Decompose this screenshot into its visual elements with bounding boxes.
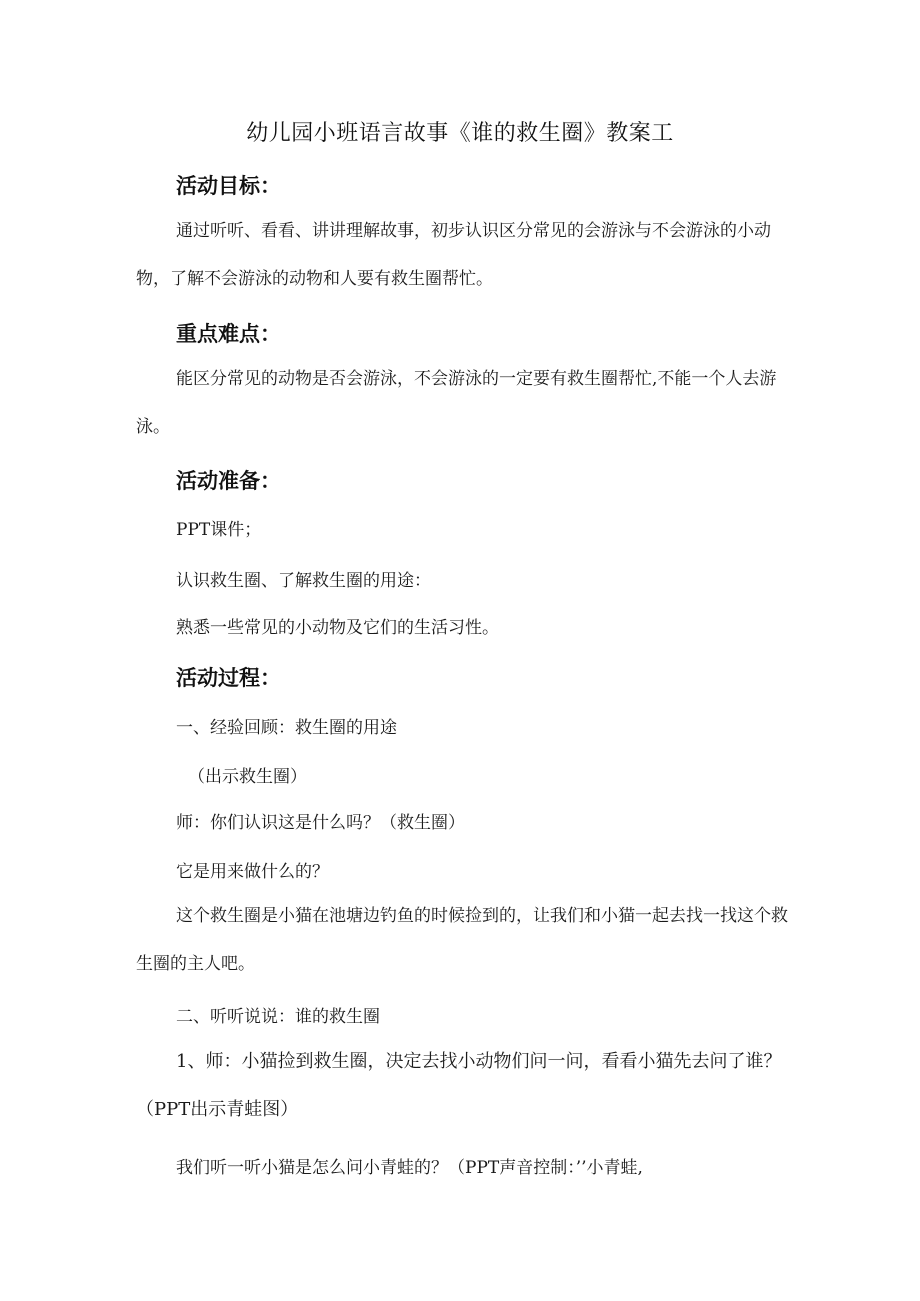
process-heading: 活动过程： <box>176 666 281 690</box>
goals-heading: 活动目标： <box>176 174 281 198</box>
key-points-heading: 重点难点： <box>176 322 281 346</box>
process-step2-paragraph: 1、师：小猫捡到救生圈，决定去找小动物们问一问，看看小猫先去问了谁？（PPT出示青蛙图） <box>136 1051 782 1120</box>
process-step2-title: 二、听听说说：谁的救生圈 <box>176 1007 380 1027</box>
preparation-item: 认识救生圈、了解救生圈的用途： <box>176 571 431 591</box>
key-points-text: 能区分常见的动物是否会游泳，不会游泳的一定要有救生圈帮忙,不能一个人去游泳。 <box>136 369 777 437</box>
process-step1-note: （出示救生圈） <box>188 767 307 787</box>
process-step1-title: 一、经验回顾：救生圈的用途 <box>176 718 397 738</box>
process-step2-paragraph: 我们听一听小猫是怎么问小青蛙的？（PPT声音控制：’’小青蛙, <box>176 1158 643 1178</box>
preparation-heading: 活动准备： <box>176 469 281 493</box>
preparation-item: PPT课件； <box>176 520 262 540</box>
process-step1-question: 师：你们认识这是什么吗？（救生圈） <box>176 813 465 833</box>
preparation-item: 熟悉一些常见的小动物及它们的生活习性。 <box>176 618 499 638</box>
process-step1-question: 它是用来做什么的？ <box>176 862 329 882</box>
goals-text: 通过听听、看看、讲讲理解故事，初步认识区分常见的会游泳与不会游泳的小动物，了解不会游泳的动物和人要有救生圈帮忙。 <box>136 221 771 289</box>
process-step1-paragraph: 这个救生圈是小猫在池塘边钓鱼的时候捡到的，让我们和小猫一起去找一找这个救生圈的主人吧。 <box>136 906 788 974</box>
page-title: 幼儿园小班语言故事《谁的救生圈》教案工 <box>246 121 674 146</box>
